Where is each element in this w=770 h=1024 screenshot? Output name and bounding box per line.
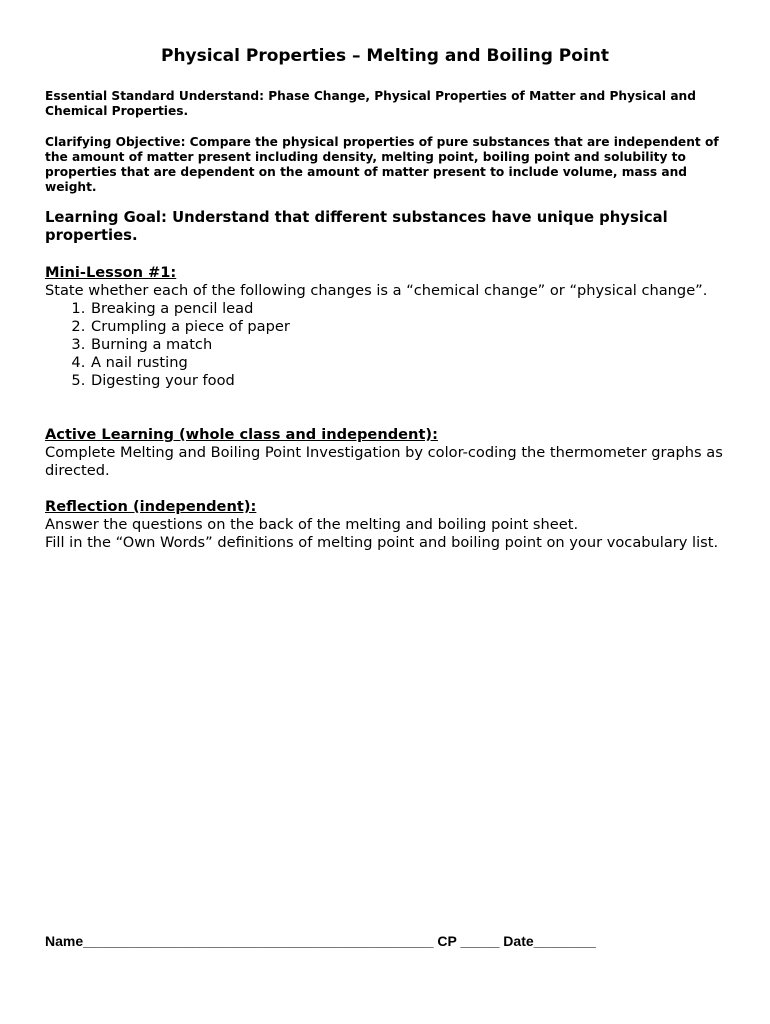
list-item: 1. Breaking a pencil lead: [90, 300, 735, 318]
learning-goal: Learning Goal: Understand that different substances have unique physical properties.: [45, 209, 668, 244]
page-title: Physical Properties – Melting and Boiling Point: [160, 46, 609, 66]
essential-standard: Essential Standard Understand: Phase Change, Physical Properties of Matter and Physical and Chemical Properties.: [45, 89, 696, 118]
active-learning-section: [45, 426, 735, 480]
clarifying-objective: Clarifying Objective: Compare the physical properties of pure substances that are independent of the amount of matter present including density, melting point, boiling point and solubility to properties that are dependent on the amount of matter present to include volume, mass and weight.: [45, 135, 719, 194]
list-item: 2. Crumpling a piece of paper: [90, 318, 735, 336]
reflection-section: [45, 498, 735, 552]
active-learning-text: Complete Melting and Boiling Point Investigation by color-coding the thermometer graphs as directed.: [45, 444, 723, 479]
reflection-line-1: Answer the questions on the back of the melting and boiling point sheet.: [45, 516, 579, 533]
reflection-heading: Reflection (independent):: [45, 498, 257, 515]
list-item: 5. Digesting your food: [90, 372, 735, 390]
active-learning-heading: Active Learning (whole class and independent):: [45, 426, 438, 443]
mini-lesson-section: [45, 264, 735, 390]
reflection-line-2: Fill in the “Own Words” definitions of melting point and boiling point on your vocabulary list.: [45, 534, 719, 551]
name-date-line: Name_____________________________________________ CP _____ Date________: [45, 933, 596, 949]
mini-lesson-heading: Mini-Lesson #1:: [45, 264, 177, 281]
change-list: [45, 300, 735, 390]
list-item: 4. A nail rusting: [90, 354, 735, 372]
mini-lesson-instructions: State whether each of the following changes is a “chemical change” or “physical change”.: [45, 282, 708, 299]
list-item: 3. Burning a match: [90, 336, 735, 354]
